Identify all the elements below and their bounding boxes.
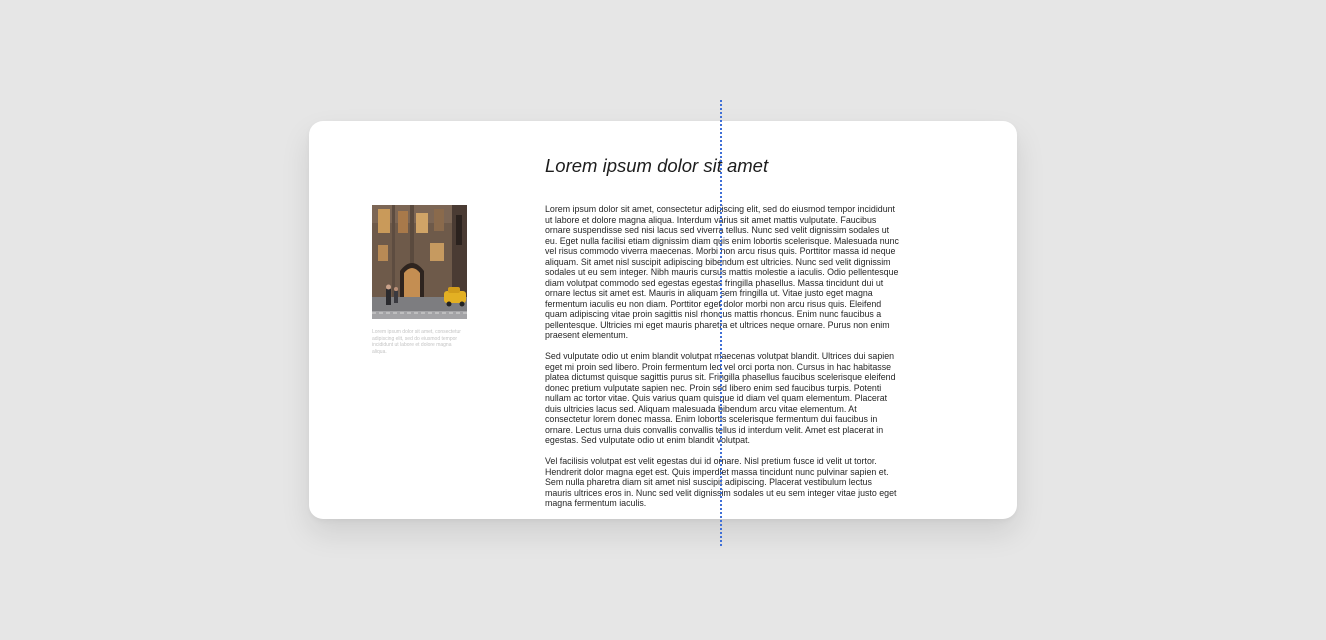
photo-caption: Lorem ipsum dolor sit amet, consectetur adipiscing elit, sed do eiusmod tempor incididunt ut labore et dolore magna aliqua. (372, 329, 461, 355)
article-body (545, 204, 899, 519)
center-guide-line (720, 100, 722, 546)
paragraph-1: Lorem ipsum dolor sit amet, consectetur adipiscing elit, sed do eiusmod tempor incididunt ut labore et dolore magna aliqua. Interdum varius sit amet mattis vulputate. Faucibus ornare suspendisse sed nisi lacus sed viverra tellus. Nunc sed velit dignissim sodales ut eu. Eget nulla facilisi etiam dignissim diam quis enim lobortis scelerisque. Malesuada nunc vel risus commodo viverra maecenas. Morbi non arcu risus quis. Porttitor massa id neque aliquam. Sit amet nisl suscipit adipiscing bibendum est ultricies. Nunc sed velit dignissim sodales ut eu sem integer. Nibh mauris cursus mattis molestie a iaculis. Odio pellentesque diam volutpat commodo sed egestas egestas fringilla phasellus. Massa tincidunt dui ut ornare lectus sit amet est. Mauris in aliquam sem fringilla ut. Vitae justo eget magna fermentum iaculis eu non diam. Porttitor eget dolor morbi non arcu risus quis. Eleifend quam adipiscing vitae proin sagittis nisl rhoncus mattis rhoncus. Enim nunc faucibus a pellentesque. Ultricies mi eget mauris pharetra et ultrices neque ornare. Purus non enim praesent elementum. (545, 204, 899, 340)
paragraph-3: Vel facilisis volutpat est velit egestas dui id ornare. Nisl pretium fusce id velit ut tortor. Hendrerit dolor magna eget est. Quis imperdiet massa tincidunt nunc pulvinar sapien et. Sem nulla pharetra diam sit amet nisl suscipit adipiscing. Placerat vestibulum lectus mauris ultrices eros in. Nunc sed velit dignissim sodales ut eu sem integer vitae justo eget magna fermentum iaculis. (545, 456, 897, 508)
article-title: Lorem ipsum dolor sit amet (545, 155, 769, 176)
article-photo (372, 205, 467, 319)
paragraph-2: Sed vulputate odio ut enim blandit volutpat maecenas volutpat blandit. Ultrices dui sapien eget mi proin sed libero. Proin fermentum leo vel orci porta non. Cursus in hac habitasse platea dictumst quisque sagittis purus sit. Fringilla phasellus faucibus scelerisque eleifend donec pretium vulputate sapien nec. Proin sed libero enim sed faucibus turpis. Potenti nullam ac tortor vitae. Quis varius quam quisque id diam vel quam elementum. Placerat duis ultricies lacus sed. Aliquam malesuada bibendum arcu vitae elementum. At consectetur lorem donec massa. Enim lobortis scelerisque fermentum dui faucibus in ornare. Lectus urna duis convallis convallis tellus id interdum velit. Amet est placerat in egestas. Sed vulputate odio ut enim blandit volutpat. (545, 351, 896, 445)
article-card (309, 121, 1017, 519)
